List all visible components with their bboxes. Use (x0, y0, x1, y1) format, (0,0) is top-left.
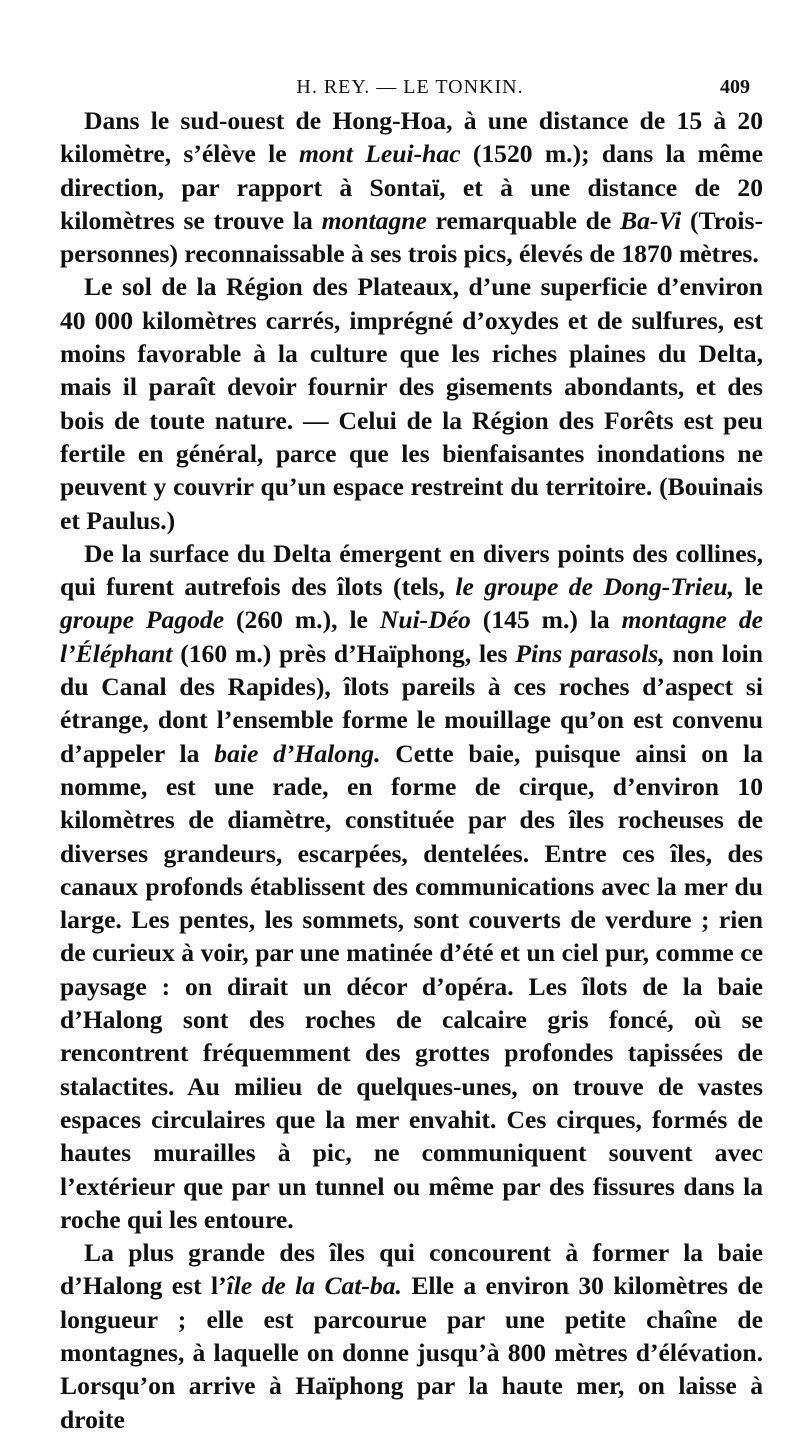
page-number: 409 (720, 76, 750, 98)
text-run: La plus grande des îles qui concourent à former la baie d’Halong est l’ (60, 1238, 763, 1301)
running-head: H. REY. — LE TONKIN. (296, 76, 524, 98)
paragraph (60, 270, 763, 536)
text-run: Elle a environ 30 kilomètres de longueur ; elle est parcourue par une petite chaîne de montagnes, à laquelle on donne jusqu’à 800 mètres d’élévation. Lorsqu’on arrive à Haïphong par la haute mer, on laisse à droite (60, 1271, 763, 1434)
italic-text: baie d’Halong. (214, 738, 381, 768)
italic-text: Pins parasols, (515, 638, 665, 668)
italic-text: groupe Pagode (60, 605, 225, 635)
text-run: le (734, 572, 763, 602)
italic-text: Nui-Déo (379, 605, 471, 635)
italic-text: montagne de l’Éléphant (60, 605, 764, 668)
text-run: remarquable de (426, 205, 621, 235)
text-run: (160 m.) près d’Haïphong, les (172, 638, 516, 668)
paragraph (60, 537, 763, 1236)
text-run: Le sol de la Région des Plateaux, d’une superficie d’environ 40 000 kilomètres carrés, imprégné d’oxydes et de sulfures, est moins favorable à la culture que les riches plaines du Delta, mais il paraît devoir fournir des gisements abondants, et des bois de toute nature. — Celui de la Région des Forêts est peu fertile en général, parce que les bienfaisantes inondations ne peuvent y couvrir qu’un espace restreint du territoire. (Bouinais et Paulus.) (60, 272, 763, 535)
text-run: (145 m.) la (470, 605, 622, 635)
page-header (60, 74, 760, 104)
text-run: non loin du Canal des Rapides), îlots pareils à ces roches d’aspect si étrange, dont l’ensemble forme le mouillage qu’on est convenu d’appeler la (60, 638, 763, 768)
paragraph (60, 104, 763, 270)
text-run: (260 m.), le (224, 605, 380, 635)
italic-text: mont Leui-hac (298, 139, 461, 169)
body-text (60, 104, 763, 1436)
italic-text: le groupe de Dong-Trieu, (455, 572, 735, 602)
text-run: De la surface du Delta émergent en divers points des collines, qui furent autrefois des îlots (tels, (60, 538, 763, 602)
text-run: (Trois-personnes) reconnaissable à ses trois pics, élevés de 1870 mètres. (60, 205, 763, 269)
text-run: Dans le sud-ouest de Hong-Hoa, à une distance de 15 à 20 kilomètre, s’élève le (60, 106, 763, 169)
italic-text: montagne (321, 205, 427, 235)
italic-text: Ba-Vi (620, 205, 682, 235)
italic-text: île de la Cat-ba. (226, 1271, 402, 1301)
text-run: (1520 m.); dans la même direction, par rapport à Sontaï, et à une distance de 20 kilomètres se trouve la (60, 139, 764, 235)
text-run: Cette baie, puisque ainsi on la nomme, est une rade, en forme de cirque, d’environ 10 kilomètres de diamètre, constituée par des îles rocheuses de diverses grandeurs, escarpées, dentelées. Entre ces îles, des canaux profonds établissent des communications avec la mer du large. Les pentes, les sommets, sont couverts de verdure ; rien de curieux à voir, par une matinée d’été et un ciel pur, comme ce paysage : on dirait un décor d’opéra. Les îlots de la baie d’Halong sont des roches de calcaire gris foncé, où se rencontrent fréquemment des grottes profondes tapissées de stalactites. Au milieu de quelques-unes, on trouve de vastes espaces circulaires que la mer envahit. Ces cirques, formés de hautes murailles à pic, ne communiquent souvent avec l’extérieur que par un tunnel ou même par des fissures dans la roche qui les entoure. (60, 738, 763, 1234)
paragraph (60, 1236, 763, 1436)
